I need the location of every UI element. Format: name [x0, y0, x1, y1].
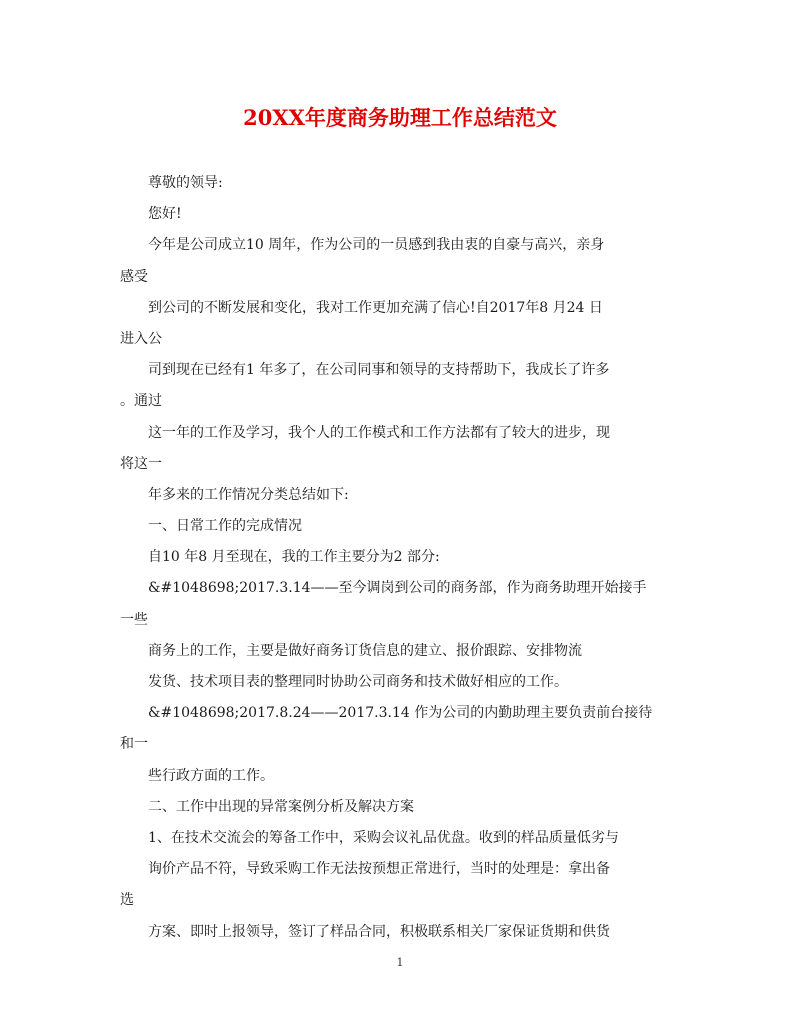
text-line: 商务上的工作，主要是做好商务订货信息的建立、报价跟踪、安排物流 [148, 642, 582, 659]
document-title: 20XX年度商务助理工作总结范文 [243, 105, 557, 130]
text-line: 二、工作中出现的异常案例分析及解决方案 [148, 798, 414, 815]
text-line: &#1048698;2017.3.14——至今调岗到公司的商务部，作为商务助理开始接手 [148, 580, 647, 597]
text-line: 1、在技术交流会的筹备工作中，采购会议礼品优盘。收到的样品质量低劣与 [148, 829, 619, 846]
page-number: 1 [396, 956, 404, 969]
text-line: 方案、即时上报领导，签订了样品合同，积极联系相关厂家保证货期和供货 [148, 923, 610, 940]
text-line: &#1048698;2017.8.24——2017.3.14 作为公司的内勤助理主要负责前台接待 [148, 705, 653, 722]
text-line: 和一 [120, 736, 148, 753]
text-line: 今年是公司成立10 周年，作为公司的一员感到我由衷的自豪与高兴，亲身 [148, 237, 605, 254]
text-line: 一些 [120, 611, 148, 628]
text-line: 将这一 [120, 455, 162, 472]
text-line: 尊敬的领导: [148, 175, 223, 191]
text-line: 您好! [148, 206, 182, 223]
text-line: 一、日常工作的完成情况 [148, 518, 302, 535]
text-line: 。通过 [120, 393, 162, 410]
text-line: 到公司的不断发展和变化，我对工作更加充满了信心!自2017年8 月24 日 [148, 299, 603, 316]
text-line: 自10 年8 月至现在，我的工作主要分为2 部分: [148, 549, 440, 566]
text-line: 这一年的工作及学习，我个人的工作模式和工作方法都有了较大的进步，现 [148, 424, 610, 441]
text-line: 感受 [120, 268, 148, 285]
text-line: 发货、技术项目表的整理同时协助公司商务和技术做好相应的工作。 [148, 674, 568, 690]
text-line: 选 [120, 892, 134, 909]
text-line: 询价产品不符，导致采购工作无法按预想正常进行，当时的处理是：拿出备 [148, 861, 610, 878]
text-line: 司到现在已经有1 年多了，在公司同事和领导的支持帮助下，我成长了许多 [148, 362, 610, 379]
text-line: 进入公 [120, 330, 162, 347]
text-line: 年多来的工作情况分类总结如下: [148, 486, 349, 503]
document-body [120, 171, 682, 951]
text-line: 些行政方面的工作。 [148, 767, 274, 784]
